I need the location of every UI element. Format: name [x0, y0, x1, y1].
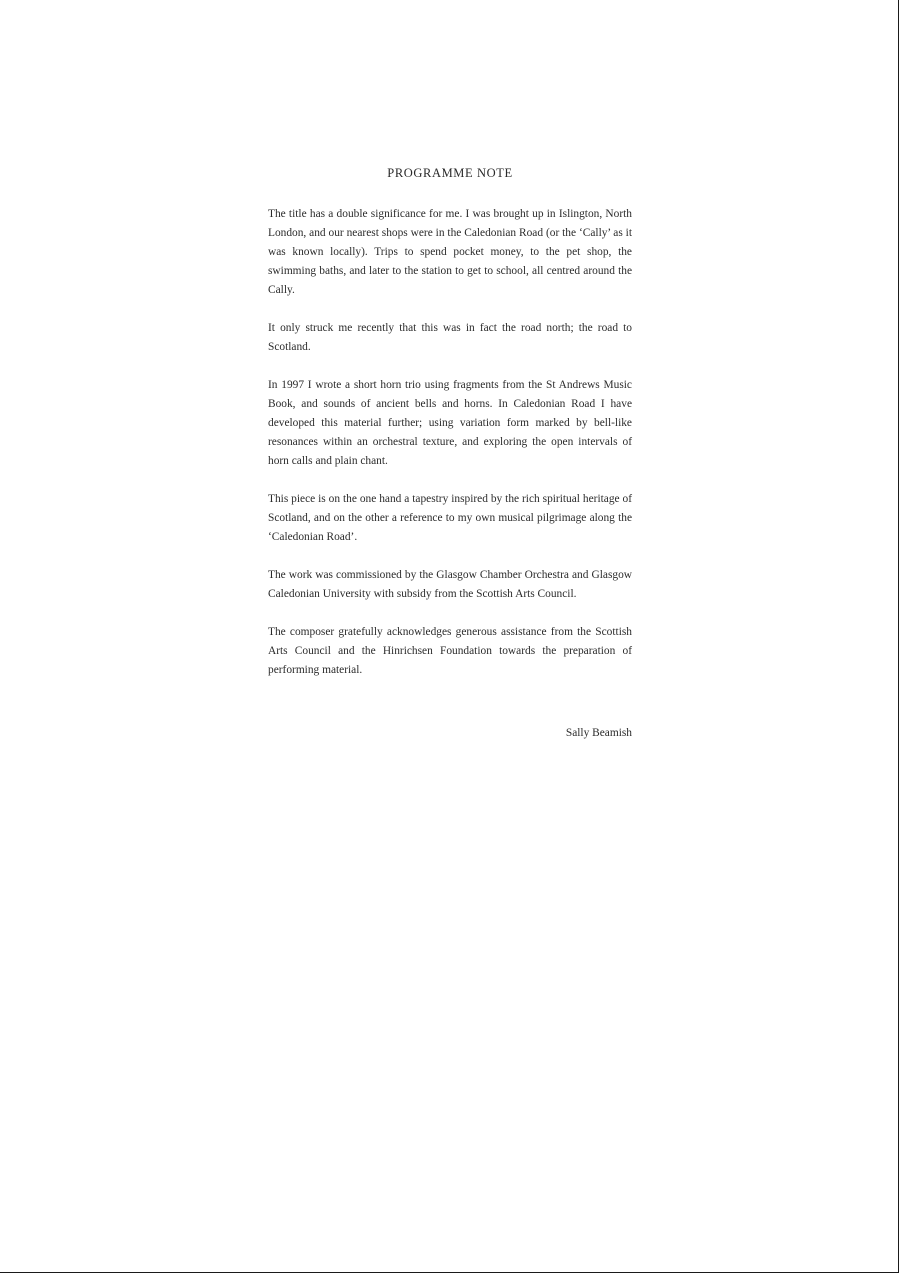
author-signature: Sally Beamish [565, 727, 632, 739]
paragraph-road-north: It only struck me recently that this was in fact the road north; the road to Scotland. [268, 322, 632, 353]
paragraph-acknowledgement: The composer gratefully acknowledges generous assistance from the Scottish Arts Council and the Hinrichsen Foundation towards the preparation of performing material. [268, 626, 632, 676]
programme-note-body [268, 205, 632, 699]
paragraph-title-significance: The title has a double significance for me. I was brought up in Islington, North London, and our nearest shops were in the Caledonian Road (or the ‘Cally’ as it was known locally). Trips to spend pocket money, to the pet shop, the swimming baths, and later to the station to get to school, all centred around the Cally. [268, 208, 632, 296]
page-title: PROGRAMME NOTE [387, 166, 513, 180]
paragraph-horn-trio: In 1997 I wrote a short horn trio using fragments from the St Andrews Music Book, and sounds of ancient bells and horns. In Caledonian Road I have developed this material further; using variation form marked by bell-like resonances within an orchestral texture, and exploring the open intervals of horn calls and plain chant. [268, 379, 632, 467]
paragraph-tapestry: This piece is on the one hand a tapestry inspired by the rich spiritual heritage of Scotland, and on the other a reference to my own musical pilgrimage along the ‘Caledonian Road’. [268, 493, 632, 543]
paragraph-commission: The work was commissioned by the Glasgow Chamber Orchestra and Glasgow Caledonian University with subsidy from the Scottish Arts Council. [268, 569, 632, 600]
